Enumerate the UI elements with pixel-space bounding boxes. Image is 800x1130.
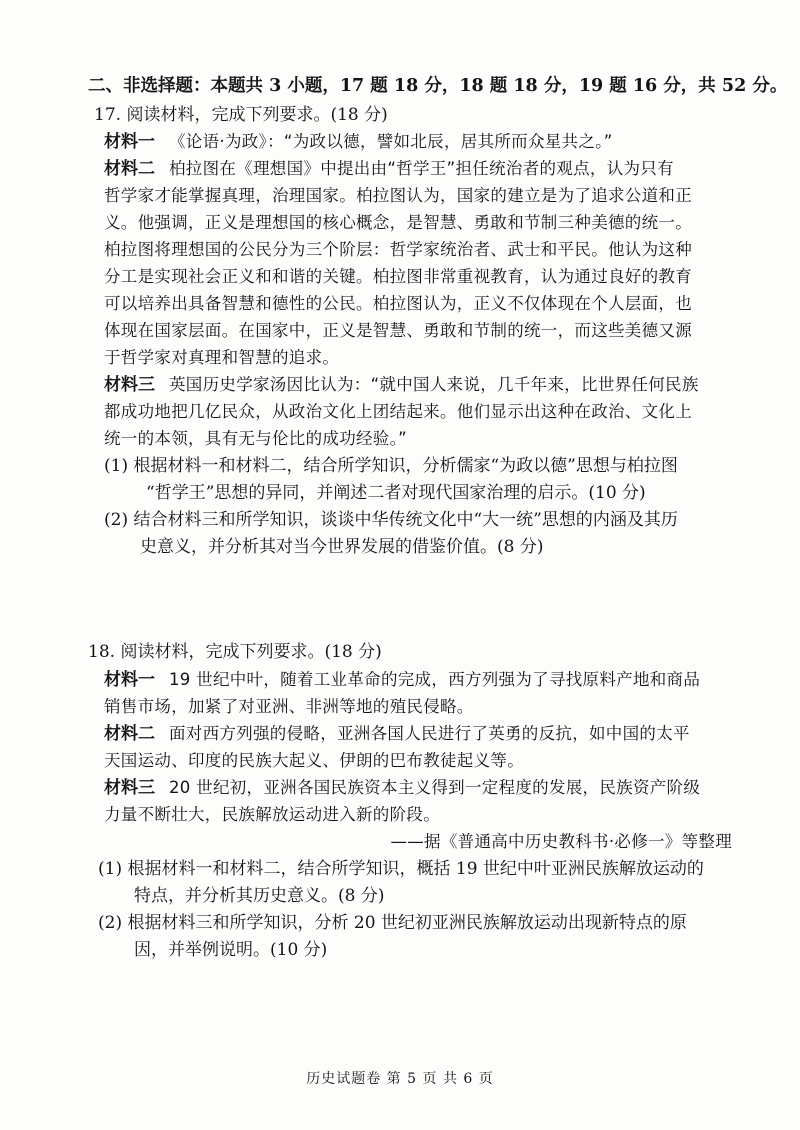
q18-mat3-line: 20 世纪初，亚洲各国民族资本主义得到一定程度的发展，民族资产阶级 (169, 778, 701, 797)
q17-mat3-line: 都成功地把几亿民众，从政治文化上团结起来。他们显示出这种在政治、文化上 (104, 402, 692, 421)
q17-task-1: (1) 根据材料一和材料二，结合所学知识，分析儒家“为政以德”思想与柏拉图 (104, 456, 678, 476)
q17-material-3 (104, 373, 699, 397)
q17-task-1-cont: “哲学王”思想的异同，并阐述二者对现代国家治理的启示。(10 分) (146, 483, 646, 503)
q18-material-3 (104, 776, 700, 800)
q18-mat1-line: 销售市场，加紧了对亚洲、非洲等地的殖民侵略。 (104, 697, 474, 716)
q17-mat2-line: 柏拉图在《理想国》中提出由“哲学王”担任统治者的观点，认为只有 (169, 159, 674, 178)
q17-mat2-line: 柏拉图将理想国的公民分为三个阶层：哲学家统治者、武士和平民。他认为这种 (104, 240, 692, 259)
q17-mat1-line: 《论语·为政》：“为政以德，譬如北辰，居其所而众星共之。” (169, 132, 613, 151)
q17-task-2-cont: 史意义，并分析其对当今世界发展的借鉴价值。(8 分) (140, 537, 544, 557)
q18-task-2-cont: 因，并举例说明。(10 分) (134, 940, 328, 960)
q18-mat3-label: 材料三 (104, 778, 155, 798)
q17-material-1 (104, 130, 613, 154)
q17-mat2-line: 义。他强调，正义是理想国的核心概念，是智慧、勇敢和节制三种美德的统一。 (104, 213, 692, 232)
q17-title: 17. 阅读材料，完成下列要求。(18 分) (94, 105, 388, 125)
q17-mat2-line: 可以培养出具备智慧和德性的公民。柏拉图认为，正义不仅体现在个人层面，也 (104, 294, 692, 313)
q17-mat1-label: 材料一 (104, 132, 155, 152)
q18-mat3-line: 力量不断壮大，民族解放运动进入新的阶段。 (104, 805, 440, 824)
q17-task-2: (2) 结合材料三和所学知识，谈谈中华传统文化中“大一统”思想的内涵及其历 (104, 510, 678, 530)
q17-mat2-line: 哲学家才能掌握真理，治理国家。柏拉图认为，国家的建立是为了追求公道和正 (104, 186, 692, 205)
q17-mat2-line: 分工是实现社会正义和和谐的关键。柏拉图非常重视教育，认为通过良好的教育 (104, 267, 692, 286)
q18-task-1: (1) 根据材料一和材料二，结合所学知识，概括 19 世纪中叶亚洲民族解放运动的 (98, 859, 704, 879)
q18-mat2-label: 材料二 (104, 724, 155, 744)
q18-source: ——据《普通高中历史教科书·必修一》等整理 (390, 832, 732, 851)
q18-task-1-cont: 特点，并分析其历史意义。(8 分) (134, 886, 385, 906)
q18-task-2: (2) 根据材料三和所学知识，分析 20 世纪初亚洲民族解放运动出现新特点的原 (98, 913, 687, 933)
q18-title: 18. 阅读材料，完成下列要求。(18 分) (88, 642, 382, 662)
q18-material-1 (104, 668, 700, 692)
q17-mat2-label: 材料二 (104, 159, 155, 179)
q17-mat2-line: 于哲学家对真理和智慧的追求。 (104, 348, 340, 367)
q17-material-2 (104, 157, 674, 181)
q17-mat3-line: 英国历史学家汤因比认为：“就中国人来说，几千年来，比世界任何民族 (169, 375, 699, 394)
q17-mat3-label: 材料三 (104, 375, 155, 395)
q17-mat2-line: 体现在国家层面。在国家中，正义是智慧、勇敢和节制的统一，而这些美德又源 (104, 321, 692, 340)
q18-mat2-line: 天国运动、印度的民族大起义、伊朗的巴布教徒起义等。 (104, 751, 524, 770)
q18-mat2-line: 面对西方列强的侵略，亚洲各国人民进行了英勇的反抗，如中国的太平 (169, 724, 690, 743)
q18-material-2 (104, 722, 690, 746)
section-heading: 二、非选择题：本题共 3 小题，17 题 18 分，18 题 18 分，19 题 16 分，共 52 分。 (88, 76, 788, 96)
q18-mat1-line: 19 世纪中叶，随着工业革命的完成，西方列强为了寻找原料产地和商品 (169, 670, 701, 689)
q17-mat3-line: 统一的本领，具有无与伦比的成功经验。” (104, 429, 407, 448)
page-footer: 历史试题卷 第 5 页 共 6 页 (306, 1071, 494, 1087)
q18-mat1-label: 材料一 (104, 670, 155, 690)
